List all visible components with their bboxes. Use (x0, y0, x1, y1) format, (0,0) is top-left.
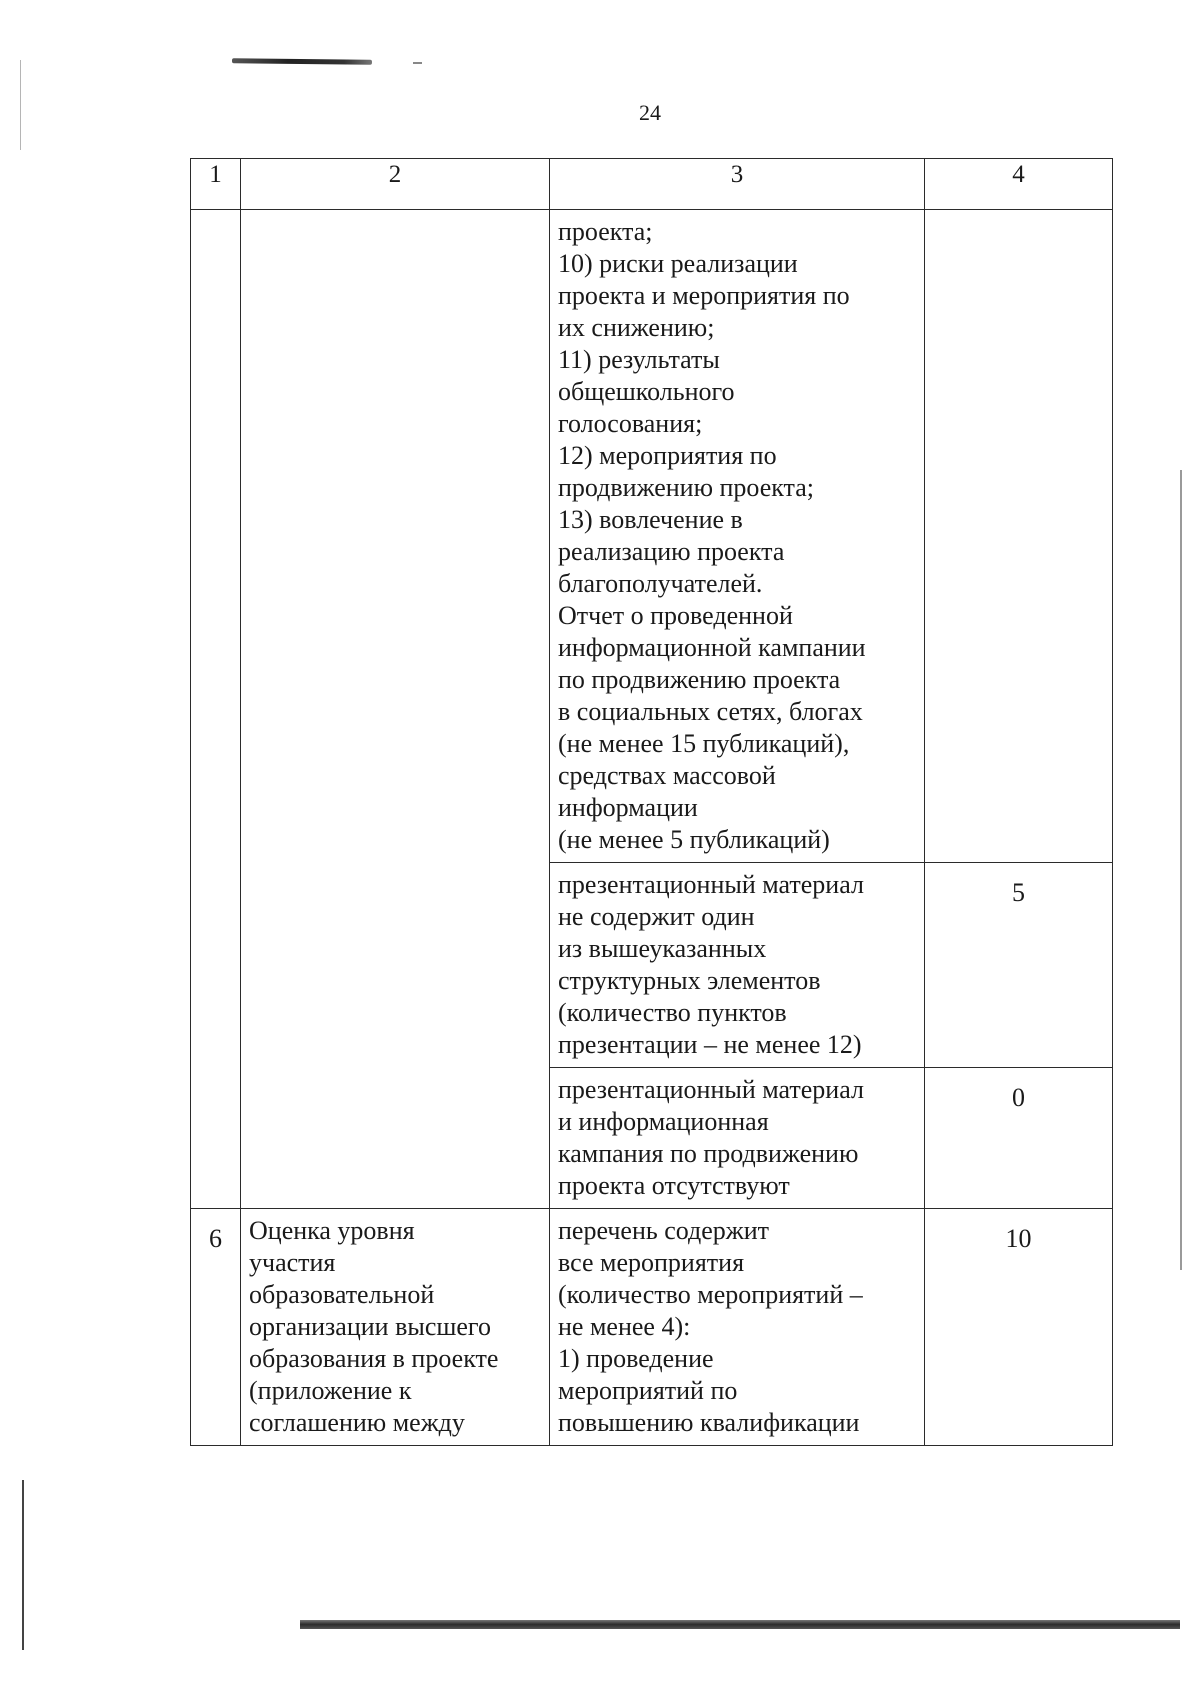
scan-mark-dot (413, 62, 422, 64)
text-line: 1) проведение (558, 1344, 714, 1373)
table-row (191, 210, 1113, 863)
text-line: проекта; (558, 217, 653, 246)
text-line: презентации – не менее 12) (558, 1030, 862, 1059)
text-line: 11) результаты (558, 345, 720, 374)
text-line: мероприятий по (558, 1376, 738, 1405)
text-line: (не менее 15 публикаций), (558, 729, 850, 758)
text-line: голосования; (558, 409, 703, 438)
header-cell-2: 2 (241, 159, 550, 210)
text-line: информационной кампании (558, 633, 866, 662)
text-line: (количество мероприятий – (558, 1280, 863, 1309)
text-line: презентационный материал (558, 870, 864, 899)
text-line: образования в проекте (249, 1344, 499, 1373)
text-line: (не менее 5 публикаций) (558, 825, 830, 854)
description-cell (550, 863, 925, 1068)
text-line: общешкольного (558, 377, 735, 406)
text-line: повышению квалификации (558, 1408, 860, 1437)
text-line: презентационный материал (558, 1075, 864, 1104)
text-line: из вышеуказанных (558, 934, 767, 963)
score-value: 5 (1012, 878, 1025, 907)
text-line: (количество пунктов (558, 998, 787, 1027)
scan-edge-line-right (1180, 470, 1182, 1270)
score-value (925, 210, 1112, 224)
text-line: 12) мероприятия по (558, 441, 777, 470)
text-line: реализацию проекта (558, 537, 785, 566)
text-line: перечень содержит (558, 1216, 770, 1245)
scan-edge-line-left-bottom (22, 1480, 24, 1650)
text-line: не содержит один (558, 902, 755, 931)
description-cell (550, 1068, 925, 1209)
row-number-cell (191, 1209, 241, 1446)
text-line: их снижению; (558, 313, 715, 342)
page-number: 24 (639, 100, 661, 125)
description-text (550, 210, 924, 862)
text-line: информации (558, 793, 698, 822)
criteria-table (190, 158, 1113, 1446)
text-line: и информационная (558, 1107, 769, 1136)
score-value: 0 (1012, 1083, 1025, 1112)
description-text (550, 1209, 924, 1445)
row-number-cell (191, 210, 241, 1209)
text-line: по продвижению проекта (558, 665, 841, 694)
text-line: соглашению между (249, 1408, 465, 1437)
text-line: средствах массовой (558, 761, 776, 790)
description-text (550, 863, 924, 1067)
row-number: 6 (209, 1224, 222, 1253)
text-line: Отчет о проведенной (558, 601, 793, 630)
text-line: организации высшего (249, 1312, 491, 1341)
scan-mark-top (232, 58, 372, 64)
text-line: в социальных сетях, блогах (558, 697, 863, 726)
text-line: 13) вовлечение в (558, 505, 743, 534)
description-text (550, 1068, 924, 1208)
criterion-text (241, 1209, 549, 1445)
text-line: благополучателей. (558, 569, 763, 598)
score-cell (925, 863, 1113, 1068)
text-line: структурных элементов (558, 966, 821, 995)
text-line: все мероприятия (558, 1248, 745, 1277)
text-line: образовательной (249, 1280, 435, 1309)
score-value: 10 (1005, 1224, 1032, 1253)
text-line: 10) риски реализации (558, 249, 798, 278)
table-row (191, 1209, 1113, 1446)
text-line: продвижению проекта; (558, 473, 815, 502)
description-cell (550, 1209, 925, 1446)
text-line: участия (249, 1248, 336, 1277)
header-cell-4: 4 (925, 159, 1113, 210)
text-line: не менее 4): (558, 1312, 691, 1341)
text-line: проекта и мероприятия по (558, 281, 850, 310)
criterion-cell (241, 1209, 550, 1446)
criterion-cell (241, 210, 550, 1209)
text-line: кампания по продвижению (558, 1139, 859, 1168)
description-cell (550, 210, 925, 863)
text-line: проекта отсутствуют (558, 1171, 790, 1200)
score-cell (925, 210, 1113, 863)
header-cell-1: 1 (191, 159, 241, 210)
text-line: Оценка уровня (249, 1216, 415, 1245)
score-cell (925, 1209, 1113, 1446)
scan-bar-bottom (300, 1620, 1180, 1629)
text-line: (приложение к (249, 1376, 412, 1405)
header-cell-3: 3 (550, 159, 925, 210)
table-header-row (191, 159, 1113, 210)
score-cell (925, 1068, 1113, 1209)
